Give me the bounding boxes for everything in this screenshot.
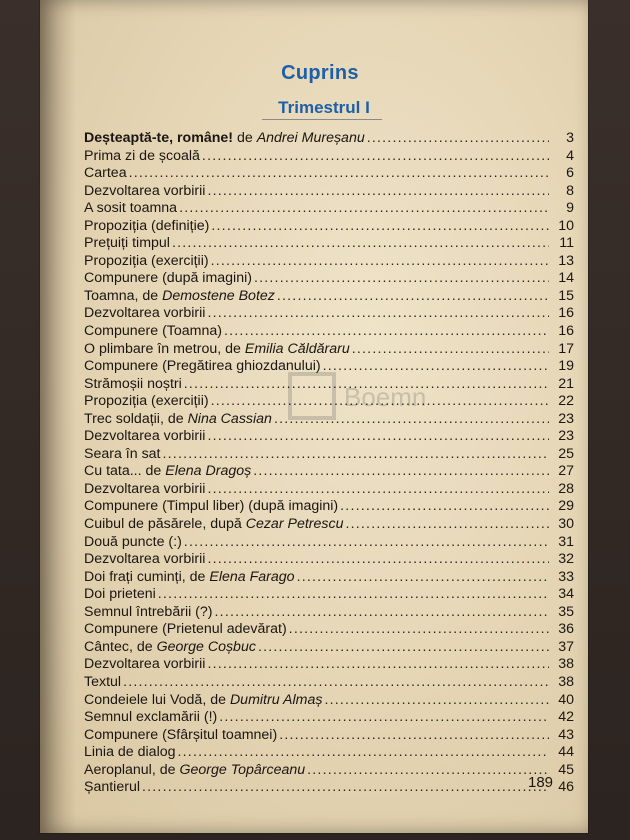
svg-text:Boemn: Boemn [344,382,427,412]
toc-entry-title [84,674,121,692]
toc-entry-title [84,709,217,727]
toc-entry-page: 23 [558,428,574,445]
dot-leader [123,674,549,692]
toc-entry-page: 19 [558,358,574,375]
toc-entry-title [84,183,205,201]
dot-leader [172,235,549,253]
toc-entry [84,586,574,604]
dot-leader [279,727,549,745]
toc-entry-title [84,200,177,218]
toc-entry-page: 27 [558,463,574,480]
toc-entry-page: 35 [558,603,574,620]
dot-leader [367,130,549,148]
dot-leader [254,270,549,288]
dot-leader [207,305,549,323]
toc-entry-author: Emilia Căldăraru [244,340,350,357]
toc-entry-title [84,604,213,622]
toc-entry [84,674,574,692]
toc-entry [84,253,574,271]
toc-entry-title-text: Compunere (Pregătirea ghiozdanului) [84,358,321,375]
dot-leader [211,393,549,411]
toc-entry [84,288,574,306]
contents-title: Cuprins [281,62,359,84]
toc-entry-title [84,463,251,481]
toc-entry-page: 28 [558,480,574,497]
toc-entry-author: Nina Cassian [187,410,272,427]
toc-entry-title-text: Dezvoltarea vorbirii [84,480,206,497]
toc-entry [84,376,574,394]
toc-entry-page: 10 [558,217,574,234]
toc-entry-page: 43 [558,726,574,743]
toc-entry-title-text: Dezvoltarea vorbirii [84,656,206,673]
toc-entry-title [84,218,209,236]
toc-entry-title [84,130,365,148]
toc-entry-title-text: Compunere (după imagini) [84,270,252,287]
toc-entry-title-text: Dezvoltarea vorbirii [84,551,206,568]
toc-entry-title [84,727,277,745]
toc-entry [84,305,574,323]
toc-entry-page: 25 [558,445,574,462]
toc-entry-title [84,692,322,710]
toc-entry [84,692,574,710]
toc-entry-title [84,586,156,604]
toc-entry-page: 3 [566,130,574,146]
dot-leader [352,341,549,359]
toc-entry-title [84,270,252,288]
dot-leader [307,762,549,780]
toc-entry [84,218,574,236]
toc-entry [84,200,574,218]
toc-entry-page: 23 [558,410,574,427]
toc-entry-connector: , de [181,568,210,585]
toc-entry [84,762,574,780]
dot-leader [207,481,549,499]
toc-entry-page: 36 [558,621,574,638]
toc-entry-title-text: Trec soldații [84,410,160,427]
toc-entry-title-text: Compunere (Sfârșitul toamnei) [84,726,278,743]
dot-leader [207,551,549,569]
toc-entry-title-text: Linia de dialog [84,744,176,761]
toc-entry-page: 40 [558,691,574,708]
toc-entry-title-text: Aeroplanul [84,761,152,778]
toc-entry-connector: , de [159,410,188,427]
toc-entry [84,130,574,148]
toc-entry-connector: , de [134,287,163,304]
toc-entry [84,235,574,253]
toc-entry-title [84,235,170,253]
dot-leader [163,446,549,464]
toc-entry-author: Dumitru Almaș [229,691,323,708]
toc-entry-title-text: Propoziția (exerciții) [84,393,209,410]
toc-entry-title-text: Deșteaptă-te, române! [84,130,234,146]
dot-leader [253,463,549,481]
toc-entry [84,323,574,341]
toc-entry [84,551,574,569]
toc-entry-title [84,656,205,674]
toc-entry-title [84,393,209,411]
dot-leader [178,744,549,762]
toc-entry-title-text: Dezvoltarea vorbirii [84,305,206,322]
toc-entry-title-text: O plimbare în metrou [84,340,218,357]
page-number: 189 [528,774,554,791]
toc-entry-page: 33 [558,568,574,585]
toc-entry-title [84,551,205,569]
toc-entry [84,709,574,727]
toc-entry-title-text: Doi prieteni [84,586,156,603]
toc-entry [84,428,574,446]
toc-entry-page: 31 [558,533,574,550]
dot-leader [323,358,549,376]
toc-entry-connector: , de [151,761,180,778]
dot-leader [207,428,549,446]
toc-entry [84,183,574,201]
toc-entry-title [84,305,205,323]
dot-leader [184,534,549,552]
toc-entry-page: 16 [558,305,574,322]
toc-entry-page: 22 [558,393,574,410]
dot-leader [207,656,549,674]
dot-leader [324,692,549,710]
toc-entry-title [84,639,256,657]
toc-entry [84,639,574,657]
toc-entry-title [84,534,182,552]
dot-leader [142,779,549,797]
toc-entry-title [84,516,343,534]
section-heading: Trimestrul I [278,98,370,117]
table-of-contents [84,130,574,797]
book-page [40,0,588,833]
toc-entry-connector: de [233,130,257,146]
toc-entry [84,481,574,499]
toc-entry-connector: , după [202,516,246,533]
dot-leader [211,253,549,271]
toc-entry [84,604,574,622]
toc-entry-title [84,288,275,306]
toc-entry-page: 44 [558,744,574,761]
toc-entry-title-text: Două puncte (:) [84,533,182,550]
toc-entry [84,358,574,376]
toc-entry-title [84,341,350,359]
toc-entry-page: 16 [558,323,574,340]
toc-entry-title [84,323,222,341]
toc-entry-title [84,744,176,762]
toc-entry-title-text: A sosit toamna [84,200,178,217]
toc-entry-title-text: Compunere (Toamna) [84,323,222,340]
toc-entry-page: 15 [558,287,574,304]
toc-entry-title-text: Doi frați cuminți [84,568,182,585]
toc-entry [84,656,574,674]
dot-leader [258,639,549,657]
toc-entry-title-text: Prima zi de școală [84,147,200,164]
toc-entry-page: 45 [558,761,574,778]
dot-leader [207,183,549,201]
toc-entry-connector: , de [128,638,157,655]
toc-entry-title [84,621,287,639]
toc-entry [84,270,574,288]
toc-entry-page: 6 [566,165,574,182]
toc-entry-title-text: Seara în sat [84,445,161,462]
toc-entry-title [84,358,321,376]
dot-leader [179,200,549,218]
dot-leader [274,411,549,429]
toc-entry [84,446,574,464]
dot-leader [129,165,549,183]
dot-leader [297,569,549,587]
toc-entry-author: Elena Dragoș [165,463,252,480]
toc-entry-title [84,569,295,587]
toc-entry [84,727,574,745]
toc-entry-author: George Coșbuc [156,638,256,655]
section-underline [262,119,382,120]
toc-entry-author: George Topârceanu [179,761,306,778]
toc-entry-title [84,481,205,499]
toc-entry-title-text: Cu tata... [84,463,142,480]
toc-entry-title [84,253,209,271]
toc-entry [84,516,574,534]
dot-leader [277,288,549,306]
toc-entry-connector: de [141,463,166,480]
toc-entry-page: 29 [558,498,574,515]
toc-entry-page: 9 [566,200,574,217]
toc-entry-title [84,148,200,166]
toc-entry-page: 30 [558,516,574,533]
toc-entry-title [84,446,161,464]
toc-entry-title-text: Șantierul [84,779,140,796]
toc-entry-title-text: Toamna [84,287,135,304]
toc-entry-page: 38 [558,656,574,673]
dot-leader [211,218,549,236]
toc-entry [84,165,574,183]
toc-entry-page: 38 [558,673,574,690]
toc-entry-title-text: Dezvoltarea vorbirii [84,428,206,445]
toc-entry-connector: , de [217,340,245,357]
dot-leader [158,586,549,604]
toc-entry-title-text: Cartea [84,165,127,182]
toc-entry-page: 46 [558,779,574,796]
toc-entry-page: 4 [566,147,574,164]
toc-entry-page: 11 [559,235,574,252]
toc-entry-author: Demostene Botez [162,287,275,304]
toc-entry-title-text: Textul [84,673,122,690]
toc-entry-title [84,428,205,446]
toc-entry-author: Cezar Petrescu [245,516,344,533]
toc-entry-title [84,762,305,780]
dot-leader [219,709,549,727]
toc-entry-page: 14 [558,270,574,287]
toc-entry-title-text: Cântec [84,638,129,655]
toc-entry [84,411,574,429]
dot-leader [224,323,549,341]
toc-entry [84,393,574,411]
toc-entry-title-text: Condeiele lui Vodă [84,691,203,708]
toc-entry-page: 37 [558,638,574,655]
page-gutter-shadow [40,0,76,833]
toc-entry-page: 42 [558,709,574,726]
toc-entry-title-text: Semnul exclamării (!) [84,709,218,726]
toc-entry-title [84,165,127,183]
toc-entry [84,621,574,639]
dot-leader [340,498,549,516]
toc-entry-title-text: Propoziția (exerciții) [84,252,209,269]
toc-entry-title [84,779,140,797]
toc-entry-page: 13 [558,252,574,269]
dot-leader [289,621,549,639]
toc-entry-title [84,376,182,394]
toc-entry-page: 17 [558,340,574,357]
toc-entry [84,779,574,797]
toc-entry-title-text: Compunere (Timpul liber) (după imagini) [84,498,339,515]
toc-entry-title-text: Propoziția (definiție) [84,217,210,234]
toc-entry [84,463,574,481]
toc-entry-page: 34 [558,586,574,603]
toc-entry-page: 32 [558,551,574,568]
toc-entry-title-text: Semnul întrebării (?) [84,603,213,620]
toc-entry-author: Andrei Mureșanu [256,130,365,146]
dot-leader [345,516,549,534]
toc-entry [84,744,574,762]
toc-entry-author: Elena Farago [209,568,295,585]
toc-entry-title-text: Dezvoltarea vorbirii [84,182,206,199]
toc-entry-title-text: Strămoșii noștri [84,375,182,392]
toc-entry-title [84,411,272,429]
toc-entry-title-text: Cuibul de păsărele [84,516,203,533]
toc-entry [84,341,574,359]
toc-entry [84,498,574,516]
toc-entry-title-text: Compunere (Prietenul adevărat) [84,621,287,638]
toc-entry [84,534,574,552]
dot-leader [202,148,549,166]
toc-entry-page: 21 [558,375,574,392]
toc-entry [84,569,574,587]
toc-entry-page: 8 [566,182,574,199]
toc-entry-title-text: Prețuiți timpul [84,235,170,252]
dot-leader [184,376,549,394]
toc-entry-connector: , de [202,691,230,708]
dot-leader [215,604,549,622]
toc-entry-title [84,498,338,516]
toc-entry [84,148,574,166]
